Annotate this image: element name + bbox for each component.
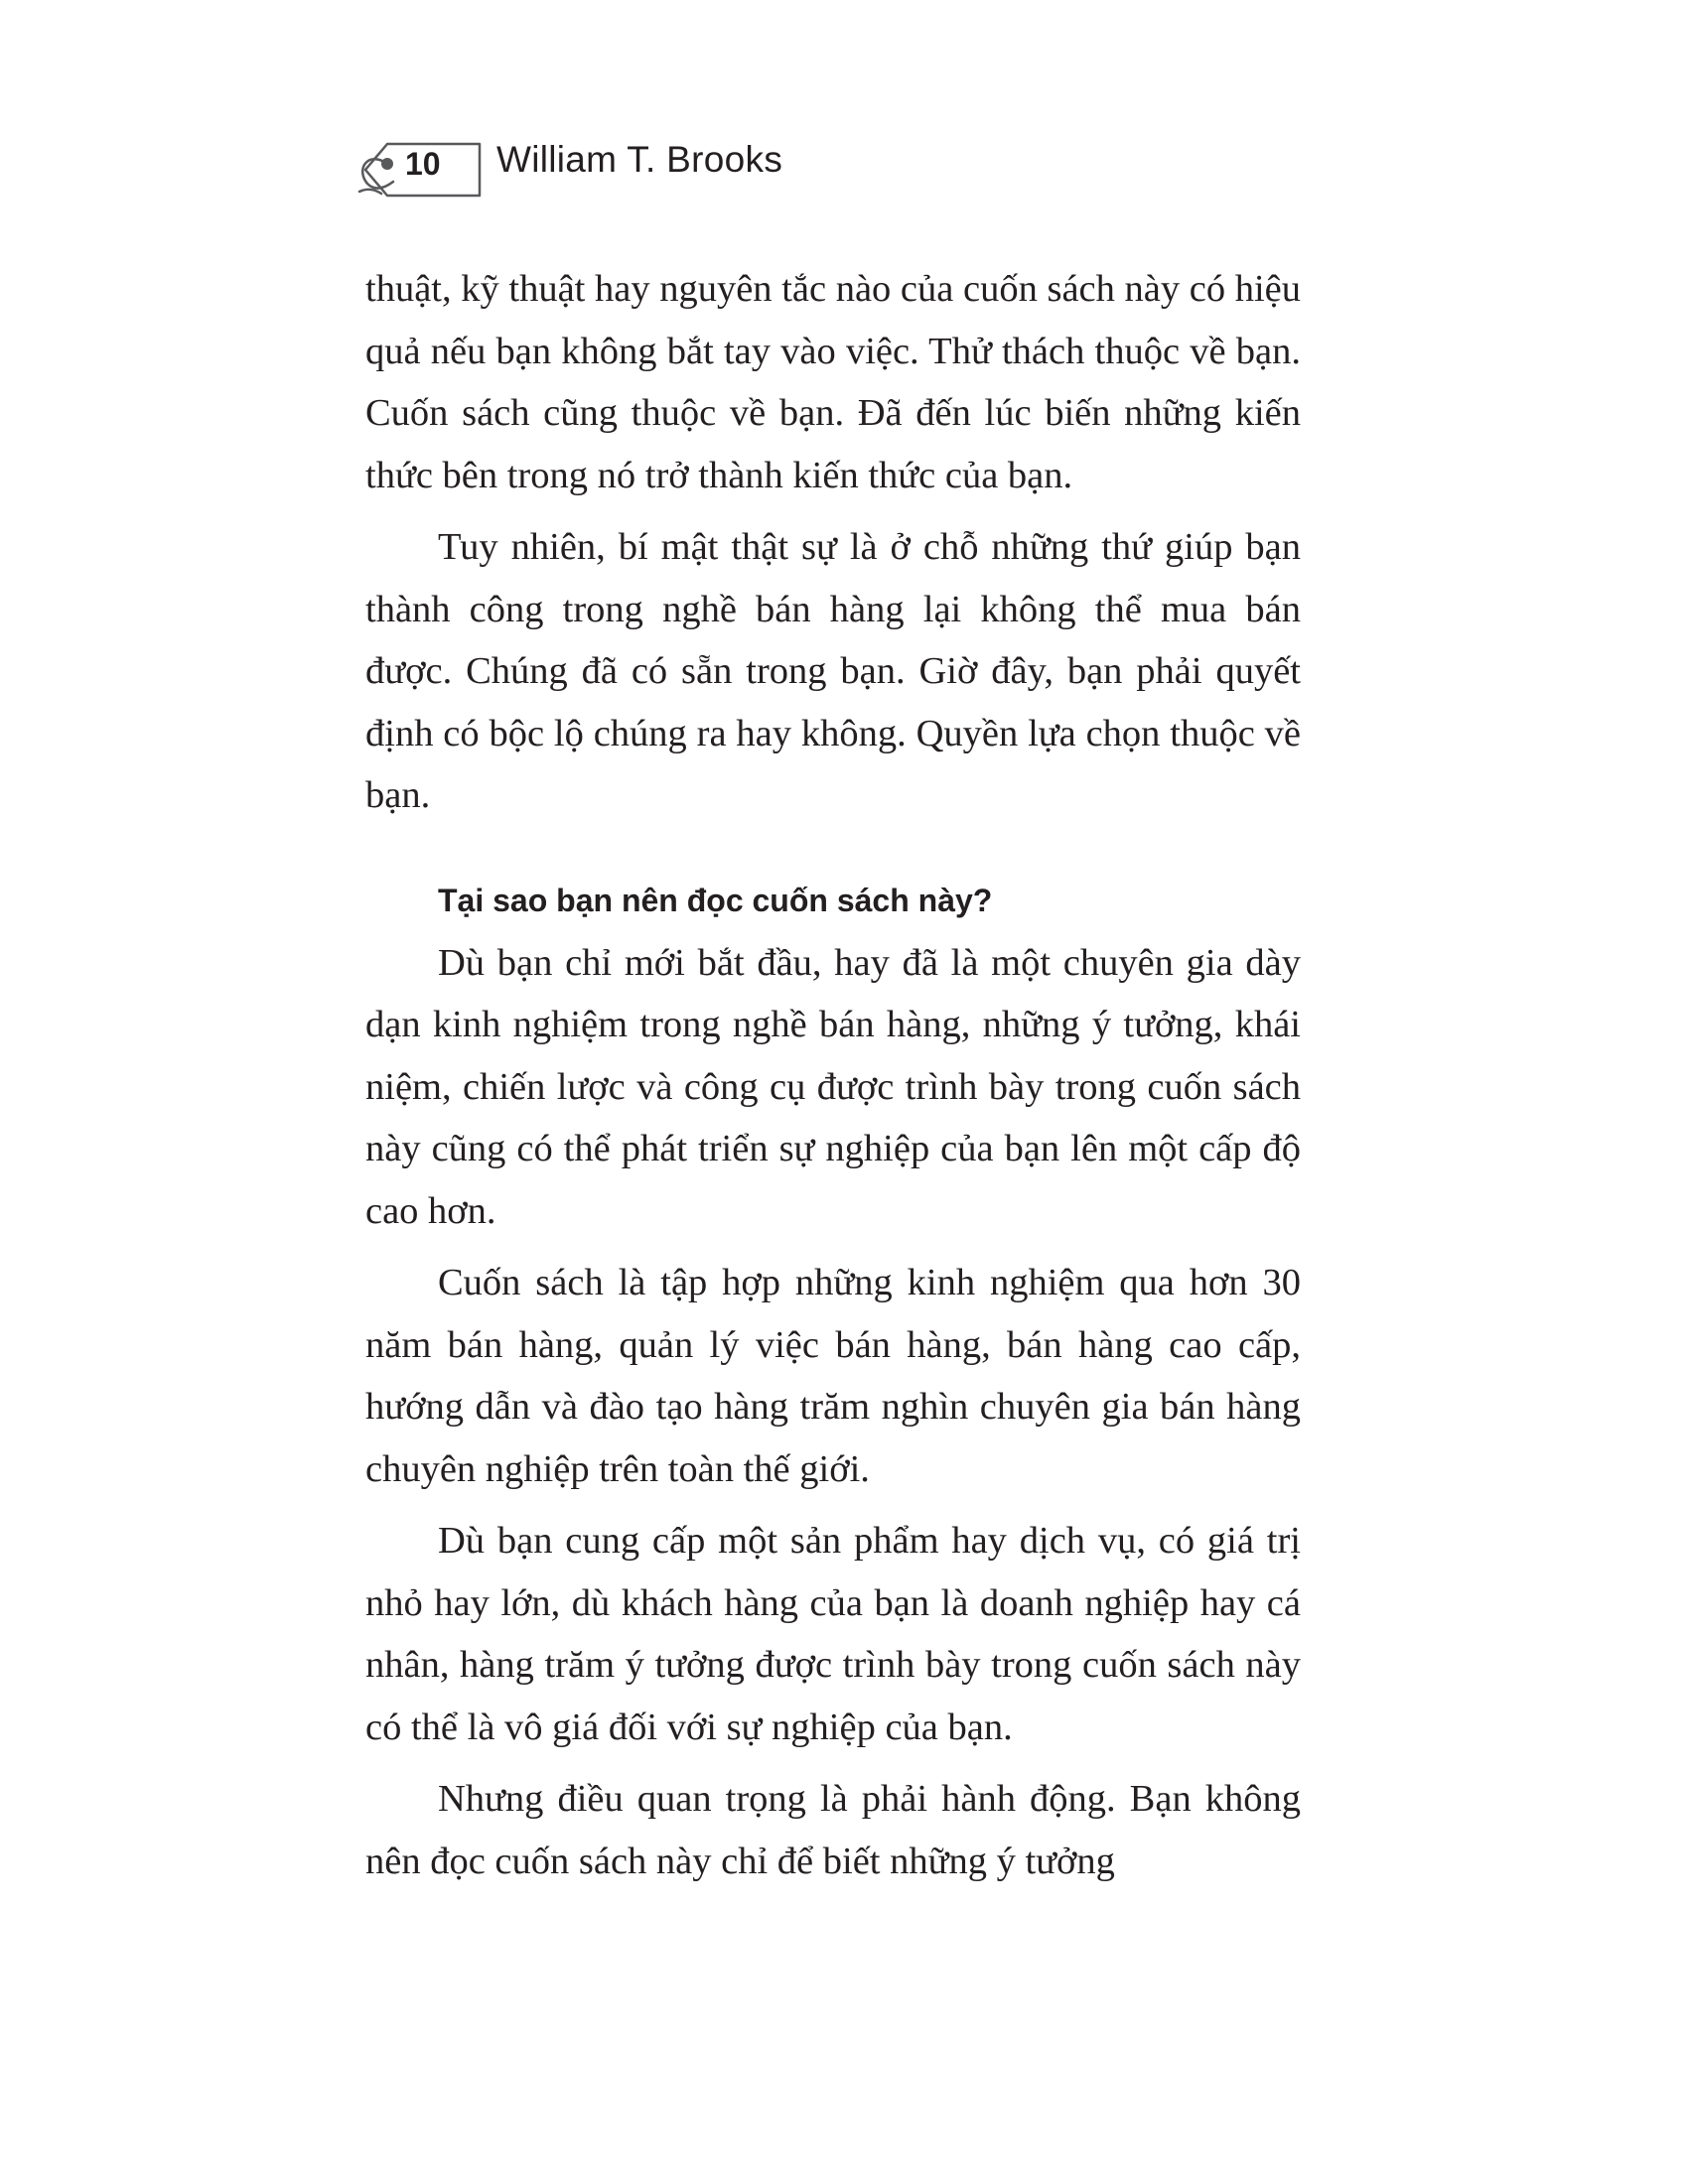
running-header [357, 134, 953, 204]
paragraph: thuật, kỹ thuật hay nguyên tắc nào của cuốn sách này có hiệu quả nếu bạn không bắt tay vào việc. Thử thách thuộc về bạn. Cuốn sách cũng thuộc về bạn. Đã đến lúc biến những kiến thức bên trong nó trở thành kiến thức của bạn. [365, 268, 1301, 496]
section-heading: Tại sao bạn nên đọc cuốn sách này? [438, 882, 993, 918]
paragraph: Nhưng điều quan trọng là phải hành động. Bạn không nên đọc cuốn sách này chỉ để biết những ý tưởng [365, 1778, 1301, 1882]
body-text [365, 258, 1301, 1902]
paragraph: Cuốn sách là tập hợp những kinh nghiệm qua hơn 30 năm bán hàng, quản lý việc bán hàng, bán hàng cao cấp, hướng dẫn và đào tạo hàng trăm nghìn chuyên gia bán hàng chuyên nghiệp trên toàn thế giới. [365, 1262, 1301, 1490]
page-number: 10 [405, 146, 441, 182]
running-header-author: William T. Brooks [496, 139, 783, 180]
paragraph: Dù bạn cung cấp một sản phẩm hay dịch vụ, có giá trị nhỏ hay lớn, dù khách hàng của bạn là doanh nghiệp hay cá nhân, hàng trăm ý tưởng được trình bày trong cuốn sách này có thể là vô giá đối với sự nghiệp của bạn. [365, 1520, 1301, 1748]
paragraph: Tuy nhiên, bí mật thật sự là ở chỗ những thứ giúp bạn thành công trong nghề bán hàng lại không thể mua bán được. Chúng đã có sẵn trong bạn. Giờ đây, bạn phải quyết định có bộc lộ chúng ra hay không. Quyền lựa chọn thuộc về bạn. [365, 526, 1301, 816]
paragraph: Dù bạn chỉ mới bắt đầu, hay đã là một chuyên gia dày dạn kinh nghiệm trong nghề bán hàng, những ý tưởng, khái niệm, chiến lược và công cụ được trình bày trong cuốn sách này cũng có thể phát triển sự nghiệp của bạn lên một cấp độ cao hơn. [365, 941, 1301, 1232]
